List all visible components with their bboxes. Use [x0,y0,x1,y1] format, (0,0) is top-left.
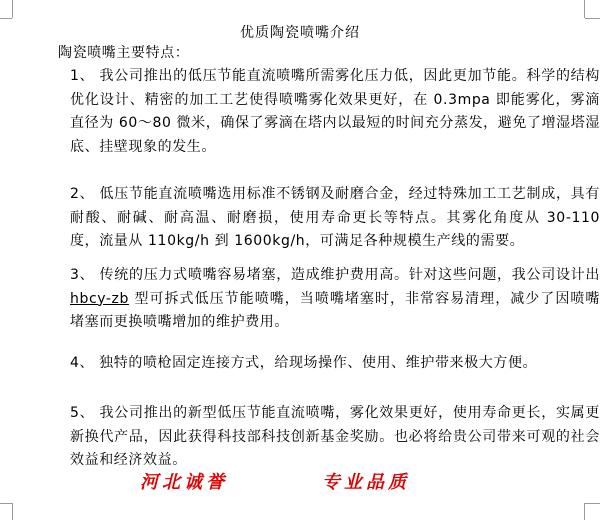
paragraph-4: 4、 独特的喷枪固定连接方式，给现场操作、使用、维护带来极大方便。 [70,355,538,371]
crop-mark-bottom-right [584,503,585,520]
paragraph-1: 1、 我公司推出的低压节能直流喷嘴所需雾化压力低，因此更加节能。科学的结构优化设计、精密的加工工艺使得喷嘴雾化效果更好，在 0.3mpa 即能雾化，雾滴直径为 60～80 微米，确保了雾滴在塔内以最短的时间充分蒸发，避免了增湿塔湿底、挂壁现象的发生。 [70,68,600,155]
crop-mark-top-left [12,0,13,18]
crop-mark-bottom-right-h [585,503,600,504]
crop-mark-top-right [584,0,585,18]
paragraph-3 [36,264,600,335]
section-heading: 陶瓷喷嘴主要特点： [58,45,190,61]
slogan-company: 河北诚誉 [140,472,228,493]
paragraph-5: 5、 我公司推出的新型低压节能直流喷嘴，雾化效果更好，使用寿命更长，实属更新换代产品，因此获得科技部科技创新基金奖励。也必将给贵公司带来可观的社会效益和经济效益。 [70,405,600,469]
paragraph-2: 2、 低压节能直流喷嘴选用标准不锈钢及耐磨合金，经过特殊加工工艺制成，具有耐酸、耐碱、耐高温、耐磨损，使用寿命更长等特点。其雾化角度从 30-110 度，流量从 110kg/h 到 1600kg/h，可满足各种规模生产线的需要。 [70,186,600,250]
paragraph-3-text-b: 型可拆式低压节能喷嘴，当喷嘴堵塞时，非常容易清理，减少了因喷嘴堵塞而更换喷嘴增加的维护费用。 [70,290,600,331]
crop-mark-bottom-left-h [0,503,12,504]
crop-mark-top-left-h [0,18,12,19]
crop-mark-top-right-h [585,18,600,19]
paragraph-3-text-a: 3、 传统的压力式喷嘴容易堵塞，造成维护费用高。针对这些问题，我公司设计出 [70,267,600,283]
model-number: hbcy-zb [70,290,129,307]
slogan-quality: 专业品质 [322,472,410,493]
crop-mark-bottom-left [12,503,13,520]
document-title: 优质陶瓷喷嘴介绍 [240,25,360,41]
